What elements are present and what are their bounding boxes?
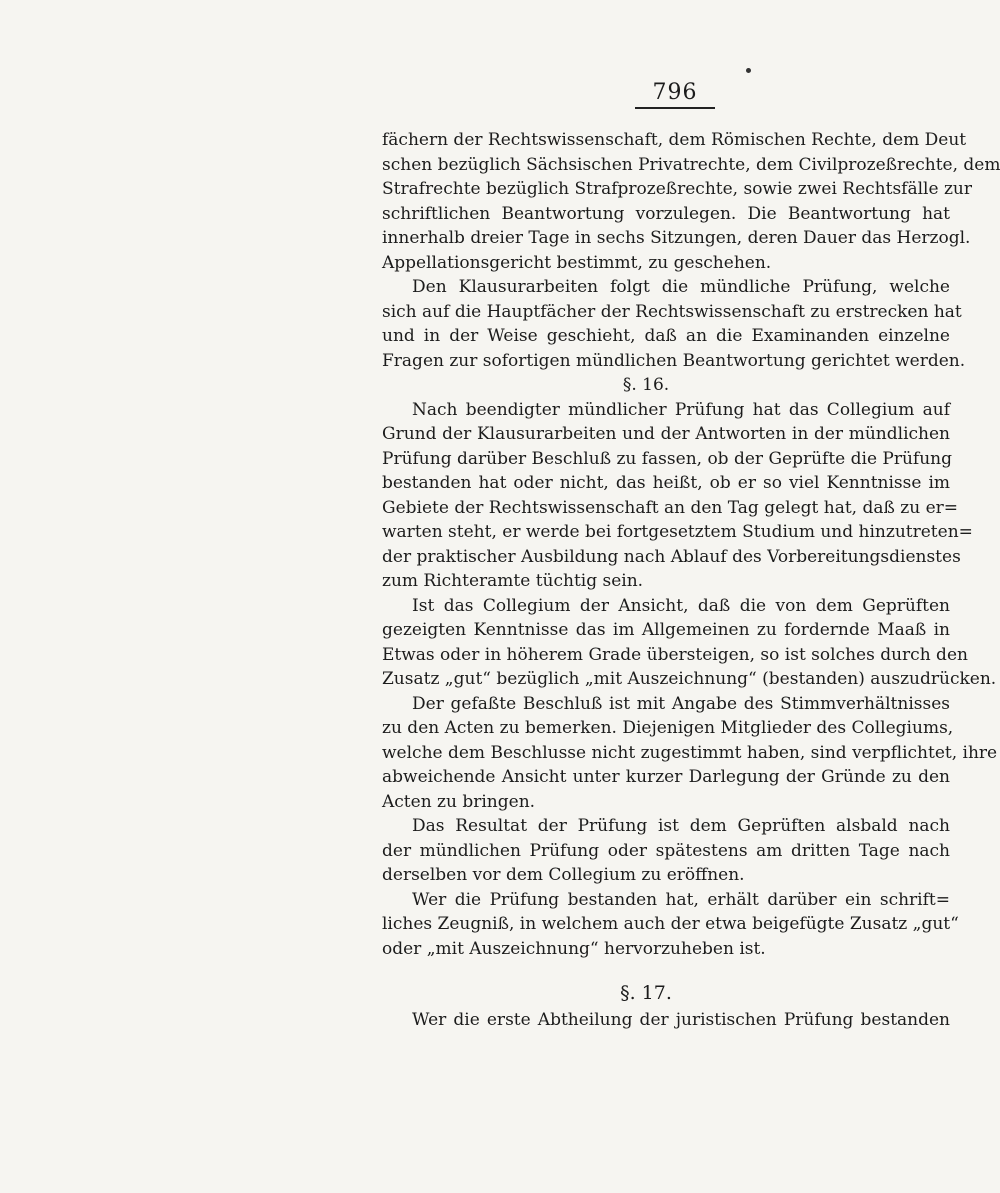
text-line: zu den Acten zu bemerken. Diejenigen Mitglieder des Collegiums, xyxy=(382,718,954,738)
section-heading: §. 16. xyxy=(622,375,670,395)
text-line: sich auf die Hauptfächer der Rechtswissenschaft zu erstrecken hat xyxy=(382,301,962,322)
text-line: schen bezüglich Sächsischen Privatrechte, dem Civilprozeßrechte, dem xyxy=(382,154,1000,175)
text-line: fächern der Rechtswissenschaft, dem Römischen Rechte, dem Deut xyxy=(382,130,967,150)
text-line: Appellationsgericht bestimmt, zu geschehen. xyxy=(382,252,772,273)
text-line: und in der Weise geschieht, daß an die Examinanden einzelne xyxy=(382,326,950,346)
page-number: 796 xyxy=(652,80,698,105)
text-line: Nach beendigter mündlicher Prüfung hat das Collegium auf xyxy=(412,399,950,420)
text-line: liches Zeugniß, in welchem auch der etwa beigefügte Zusatz „gut“ xyxy=(382,914,959,934)
text-line: bestanden hat oder nicht, das heißt, ob er so viel Kenntnisse im xyxy=(382,473,950,493)
text-line: Wer die erste Abtheilung der juristischen Prüfung bestanden xyxy=(412,1009,950,1030)
text-line: Prüfung darüber Beschluß zu fassen, ob der Geprüfte die Prüfung xyxy=(382,448,952,469)
ink-speck xyxy=(746,68,751,73)
text-line: innerhalb dreier Tage in sechs Sitzungen, deren Dauer das Herzogl. xyxy=(382,228,971,248)
section-heading: §. 17. xyxy=(620,982,672,1004)
text-line: warten steht, er werde bei fortgesetztem Studium und hinzutreten= xyxy=(382,522,973,542)
text-line: der mündlichen Prüfung oder spätestens am dritten Tage nach xyxy=(382,840,950,861)
text-line: derselben vor dem Collegium zu eröffnen. xyxy=(382,865,745,885)
page-number-rule xyxy=(635,107,715,109)
text-line: Fragen zur sofortigen mündlichen Beantwortung gerichtet werden. xyxy=(382,350,966,371)
text-line: gezeigten Kenntnisse das im Allgemeinen zu fordernde Maaß in xyxy=(382,620,950,640)
text-line: Gebiete der Rechtswissenschaft an den Tag gelegt hat, daß zu er= xyxy=(382,497,958,518)
text-line: Strafrechte bezüglich Strafprozeßrechte, sowie zwei Rechtsfälle zur xyxy=(382,179,972,199)
body-text xyxy=(382,128,1000,1032)
text-line: Etwas oder in höherem Grade übersteigen, so ist solches durch den xyxy=(382,644,968,665)
text-line: schriftlichen Beantwortung vorzulegen. Die Beantwortung hat xyxy=(382,203,950,224)
page-header xyxy=(635,80,715,109)
text-line: Das Resultat der Prüfung ist dem Geprüften alsbald nach xyxy=(412,816,950,836)
text-line: Zusatz „gut“ bezüglich „mit Auszeichnung“ (bestanden) auszudrücken. xyxy=(382,669,997,689)
text-line: Der gefaßte Beschluß ist mit Angabe des Stimmverhältnisses xyxy=(412,693,950,714)
text-line: Grund der Klausurarbeiten und der Antworten in der mündlichen xyxy=(382,424,950,444)
text-line: Ist das Collegium der Ansicht, daß die von dem Geprüften xyxy=(412,595,950,616)
text-line: zum Richteramte tüchtig sein. xyxy=(382,571,644,591)
text-line: Acten zu bringen. xyxy=(382,791,536,812)
text-line: abweichende Ansicht unter kurzer Darlegung der Gründe zu den xyxy=(382,767,950,787)
text-line: der praktischer Ausbildung nach Ablauf des Vorbereitungsdienstes xyxy=(382,546,961,567)
text-line: welche dem Beschlusse nicht zugestimmt haben, sind verpflichtet, ihre xyxy=(382,742,998,763)
text-line: Wer die Prüfung bestanden hat, erhält darüber ein schrift= xyxy=(412,889,950,910)
text-line: oder „mit Auszeichnung“ hervorzuheben ist. xyxy=(382,938,766,959)
text-line: Den Klausurarbeiten folgt die mündliche Prüfung, welche xyxy=(412,277,950,297)
